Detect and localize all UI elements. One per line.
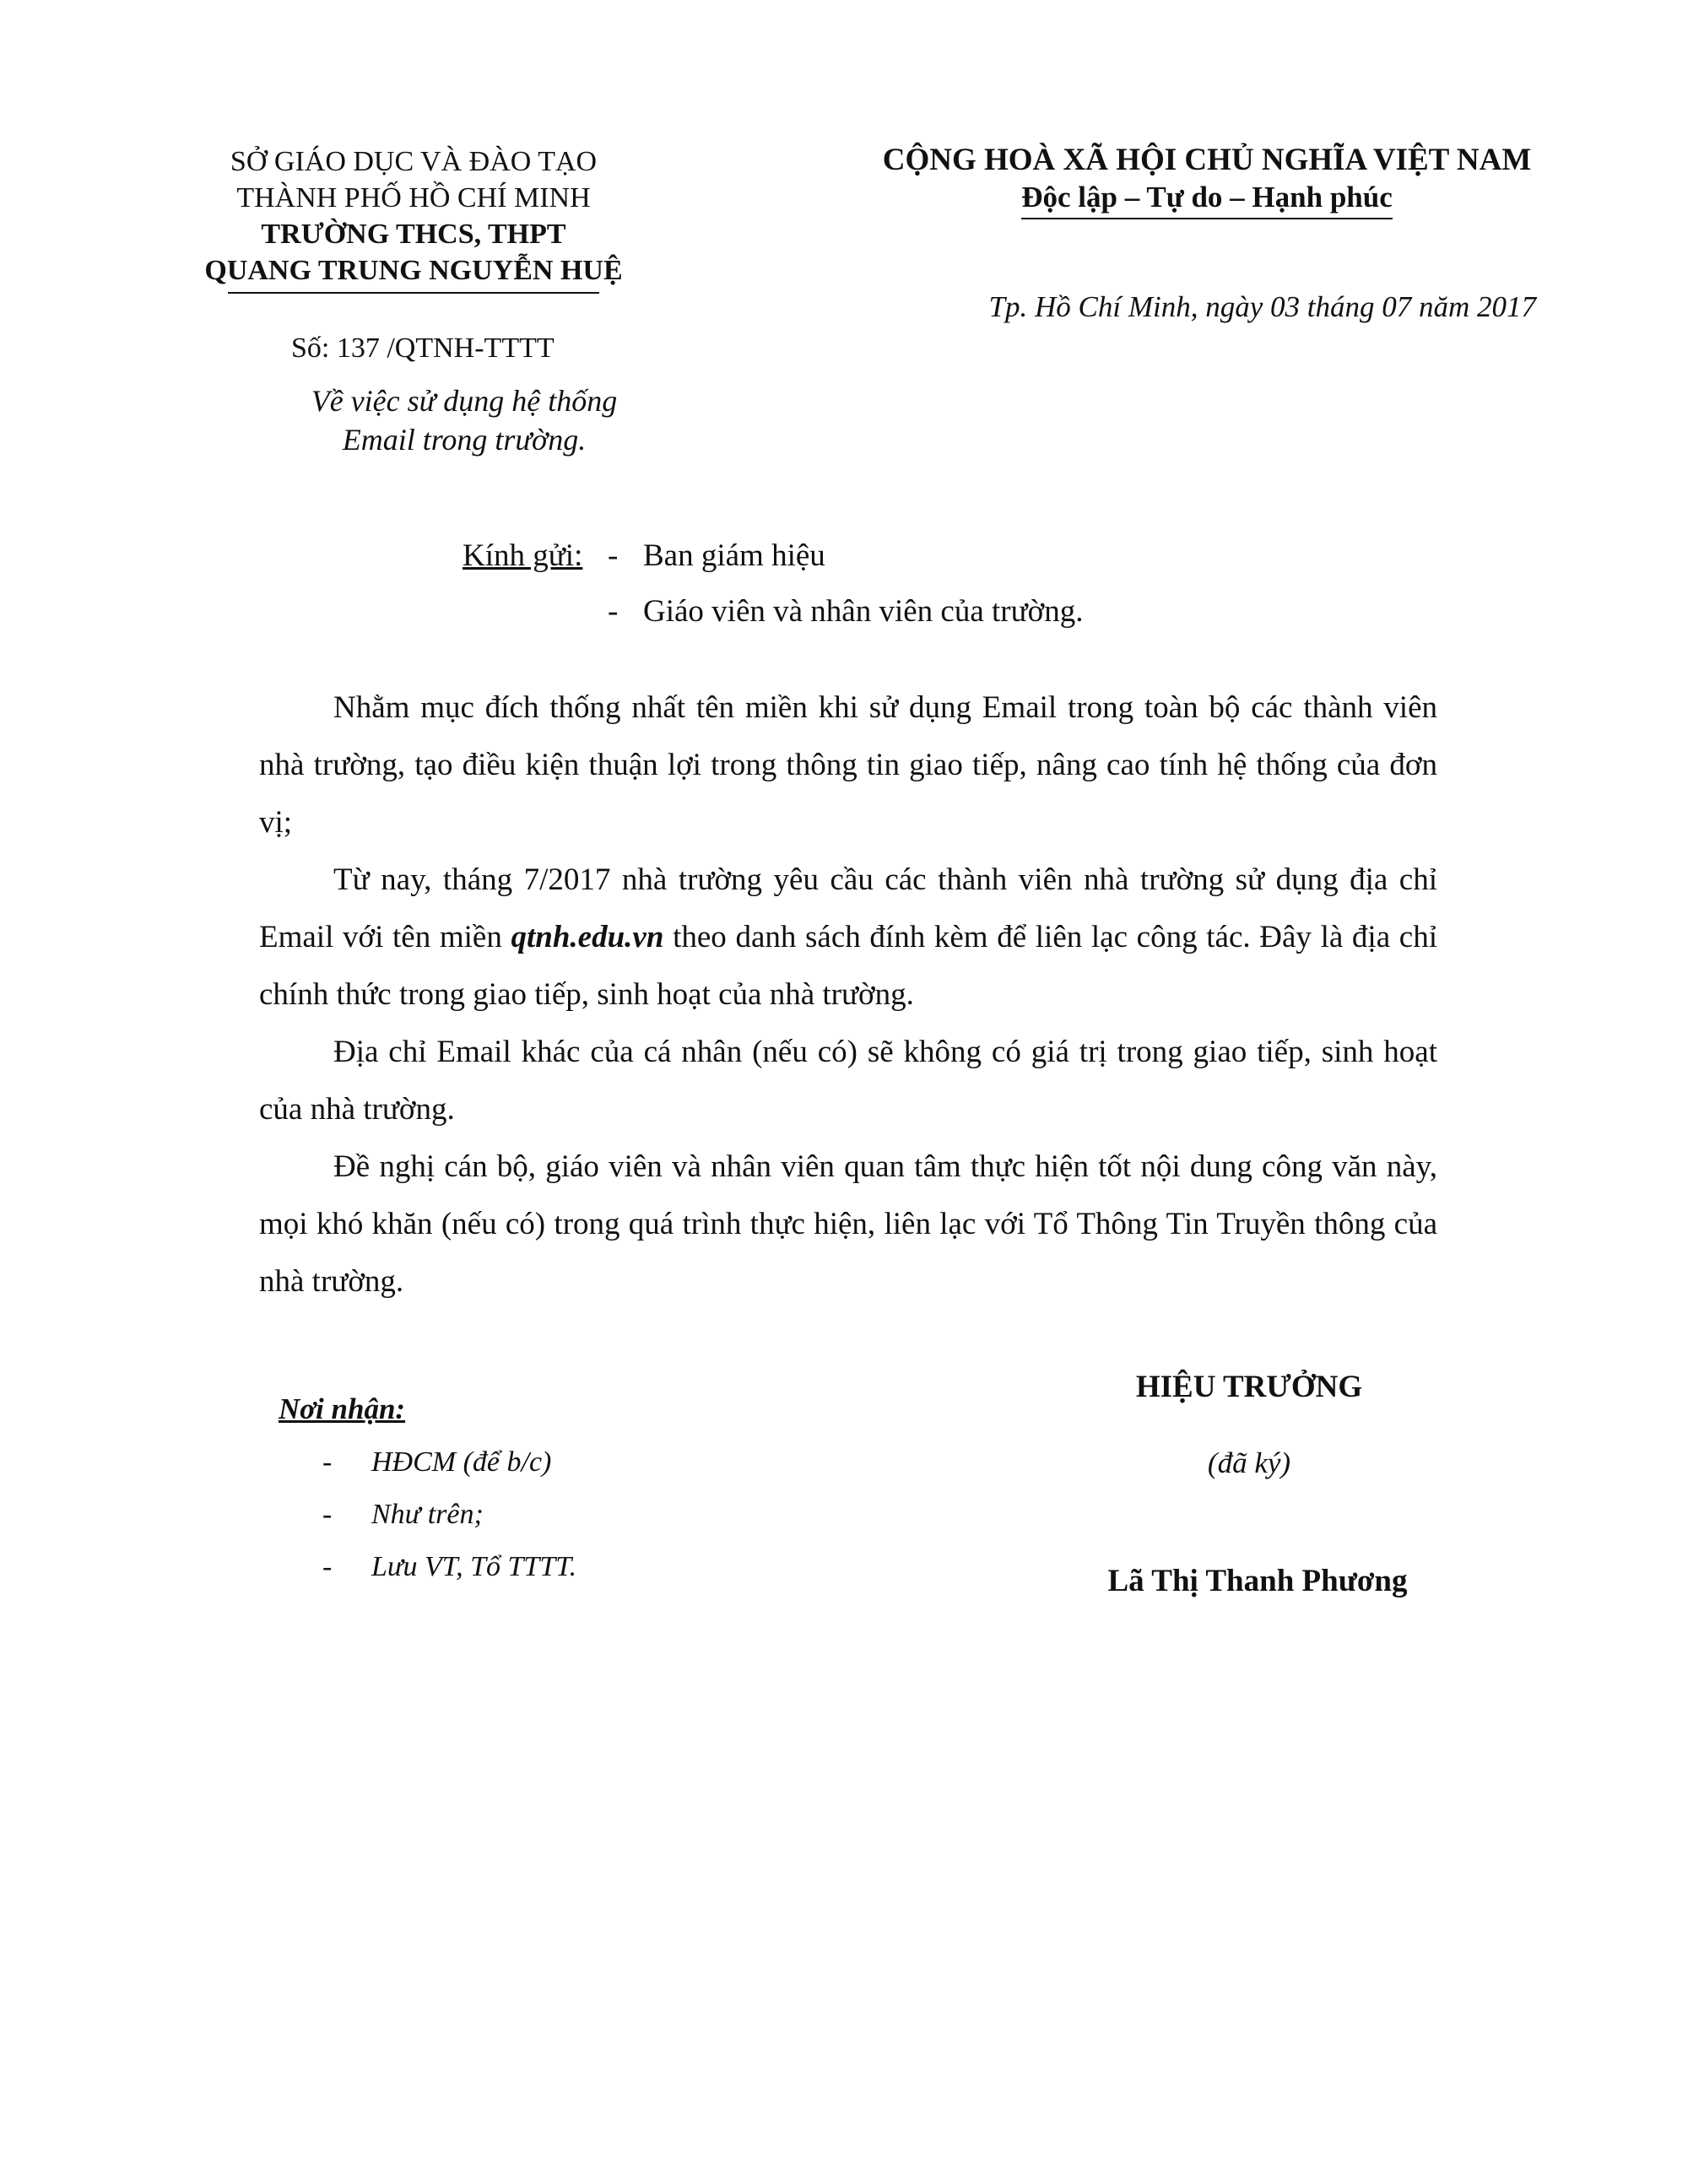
signer-name: Lã Thị Thanh Phương [1107,1564,1408,1598]
recipient-text: Ban giám hiệu [643,538,825,573]
issuer-header [152,143,675,294]
issuer-school-line1: TRƯỜNG THCS, THPT [261,219,566,250]
distribution-text: Như trên; [371,1499,484,1530]
email-domain: qtnh.edu.vn [511,920,664,954]
recipient-dash: - [608,594,619,629]
distribution-dash: - [322,1499,333,1530]
body-paragraph-2-end: theo danh sách đính kèm để liên lạc công tác. Đây là địa chỉ chính thức trong giao tiếp, sinh hoạt của nhà trường. [259,920,1437,1012]
body-paragraph-3: Địa chỉ Email khác của cá nhân (nếu có) sẽ không có giá trị trong giao tiếp, sinh hoạt của nhà trường. [259,1035,1437,1127]
body-paragraph-2 [259,851,1437,1024]
issuer-department: SỞ GIÁO DỤC VÀ ĐÀO TẠO [230,146,598,177]
recipient-text: Giáo viên và nhân viên của trường. [643,594,1084,629]
body-paragraph-1: Nhằm mục đích thống nhất tên miền khi sử dụng Email trong toàn bộ các thành viên nhà trường, tạo điều kiện thuận lợi trong thông tin giao tiếp, nâng cao tính hệ thống của đơn vị; [259,690,1437,840]
country-name: CỘNG HOÀ XÃ HỘI CHỦ NGHĨA VIỆT NAM [882,143,1532,177]
issuer-school-line2: QUANG TRUNG NGUYỄN HUỆ [204,255,623,286]
subject-line2: Email trong trường. [342,423,587,457]
issuer-city: THÀNH PHỐ HỒ CHÍ MINH [236,182,591,214]
document-body [259,679,1437,1311]
date-place-line: Tp. Hồ Chí Minh, ngày 03 tháng 07 năm 2017 [988,290,1536,323]
body-paragraph-4: Đề nghị cán bộ, giáo viên và nhân viên quan tâm thực hiện tốt nội dung công văn này, mọi khó khăn (nếu có) trong quá trình thực hiện, liên lạc với Tổ Thông Tin Truyền thông của nhà trường. [259,1149,1437,1299]
body-paragraph-2-start: Từ nay, tháng 7/2017 nhà trường yêu cầu các thành viên nhà trường sử dụng địa chỉ Email với tên miền [259,862,1437,954]
signed-note: (đã ký) [1207,1446,1291,1479]
recipients-label: Kính gửi: [463,538,583,573]
subject-line1: Về việc sử dụng hệ thống [311,384,618,418]
distribution-dash: - [322,1446,333,1478]
distribution-label: Nơi nhận: [279,1392,406,1425]
distribution-text: Lưu VT, Tổ TTTT. [371,1551,577,1582]
issuer-underline [228,292,599,294]
national-motto: Độc lập – Tự do – Hạnh phúc [1021,179,1393,219]
document-subject [236,381,692,459]
recipient-dash: - [608,538,619,573]
document-number: Số: 137 /QTNH-TTTT [291,332,555,364]
national-header [844,142,1570,219]
distribution-dash: - [322,1551,333,1582]
signer-title: HIỆU TRƯỞNG [1135,1370,1363,1404]
distribution-text: HĐCM (để b/c) [371,1446,552,1478]
